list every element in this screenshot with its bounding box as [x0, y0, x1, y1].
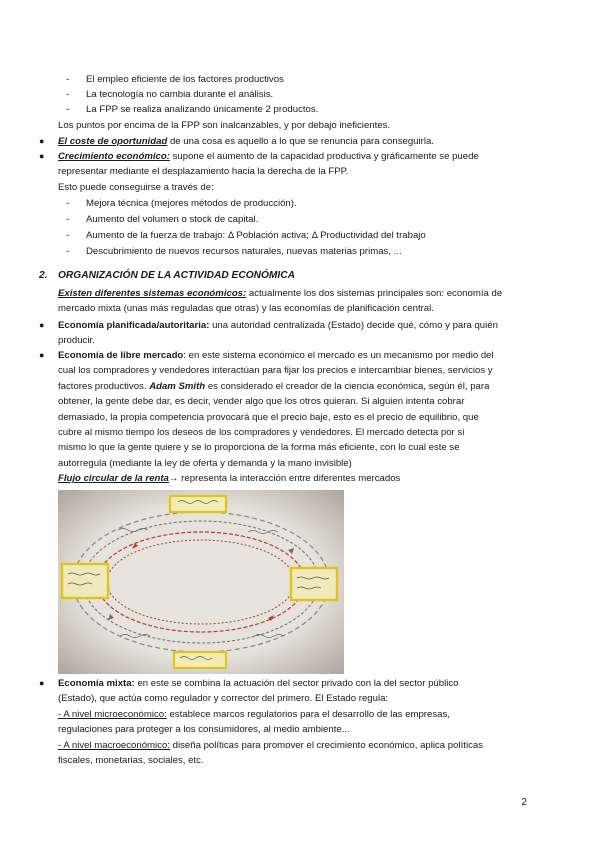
definition: actualmente los dos sistemas principales son: economía de — [246, 288, 503, 299]
term: Existen diferentes sistemas económicos: — [58, 288, 247, 299]
top-market-box — [170, 496, 226, 512]
list-item-text: Aumento del volumen o stock de capital. — [86, 214, 259, 225]
list-item-text: La tecnología no cambia durante el análisis. — [86, 89, 274, 100]
list-item-text: El empleo eficiente de los factores productivos — [86, 74, 284, 85]
definition-line: mismo lo que la gente quiere y se lo proporciona de la forma más eficiente, con lo cual este se — [58, 442, 460, 454]
list-item-text: Descubrimiento de nuevos recursos naturales, nuevas materias primas, ... — [86, 246, 402, 257]
list-item-text: La FPP se realiza analizando únicamente 2 productos. — [86, 104, 319, 115]
section-title: ORGANIZACIÓN DE LA ACTIVIDAD ECONÓMICA — [58, 270, 295, 281]
definition-line: Esto puede conseguirse a través de: — [58, 181, 214, 193]
definition: factores productivos. — [58, 380, 150, 392]
bullet-icon: ● — [39, 136, 45, 146]
dash-marker: - — [66, 89, 70, 100]
bottom-market-box — [174, 652, 226, 668]
definition-line: cual los compradores y vendedores interactúan para fijar los precios e intercambiar bienes, servicios y — [58, 365, 493, 377]
term: Flujo circular de la renta — [58, 473, 169, 485]
circular-flow-photo — [58, 490, 344, 674]
list-item-text: Mejora técnica (mejores métodos de producción). — [86, 198, 297, 209]
definition-line: regulaciones para proteger a los consumidores, al medio ambiente... — [58, 724, 350, 736]
paragraph-sistemas — [58, 286, 528, 317]
definition-line: demasiado, la propia competencia provocará que el precio baje, esto es el precio de equilibrio, que — [58, 411, 479, 423]
definition: en este se combina la actuación del sector privado con la del sector público — [134, 678, 459, 689]
subterm-macro: - A nivel macroeconómico: — [58, 739, 170, 751]
definition: diseña políticas para promover el crecimiento económico, aplica políticas — [169, 739, 483, 751]
fpp-points-text: Los puntos por encima de la FPP son inalcanzables, y por debajo ineficientes. — [58, 120, 391, 131]
bullet-icon: ● — [39, 320, 45, 330]
definition: de una cosa es aquello a lo que se renuncia para conseguirla. — [167, 136, 434, 147]
definition: establece marcos regulatorios para el desarrollo de las empresas, — [166, 708, 450, 720]
right-agent-box — [291, 568, 337, 600]
definition-line: mercado mixta (unas más reguladas que otras) y las economías de planificación central. — [58, 303, 434, 315]
dash-marker: - — [66, 214, 70, 225]
definition-line: fiscales, monetarias, sociales, etc. — [58, 754, 204, 766]
term: El coste de oportunidad — [58, 136, 168, 147]
list-item-text: Aumento de la fuerza de trabajo: Δ Población activa; Δ Productividad del trabajo — [86, 230, 426, 241]
definition: supone el aumento de la capacidad productiva y gráficamente se puede — [169, 151, 479, 162]
definition: una autoridad centralizada (Estado) decide qué, cómo y para quién — [209, 320, 498, 331]
dash-marker: - — [66, 246, 70, 257]
definition-line: cubre al mismo tiempo los deseos de los compradores y vendedores. El mercado detecta por si — [58, 426, 465, 438]
term: Crecimiento económico: — [58, 151, 170, 162]
bullet-icon: ● — [39, 678, 45, 688]
bullet-icon: ● — [39, 350, 45, 360]
definition-line: (Estado), que actúa como regulador y corrector del primero. El Estado regula: — [58, 693, 389, 705]
circular-flow-diagram — [58, 490, 344, 674]
definition-line: obtener, la gente debe dar, es decir, vender algo que los otros quieran. Si alguien intenta cobrar — [58, 396, 465, 408]
dash-marker: - — [66, 230, 70, 241]
section-heading — [39, 268, 295, 283]
bullet-icon: ● — [39, 151, 45, 161]
definition: es considerado el creador de la ciencia económica, según él, para — [205, 380, 490, 392]
dash-marker: - — [66, 74, 70, 85]
definition-line: producir. — [58, 335, 95, 347]
definition: : en este sistema económico el mercado es un mecanismo por medio del — [183, 350, 494, 361]
definition: → representa la interacción entre diferentes mercados — [168, 473, 401, 485]
subterm-micro: - A nivel microeconómico: — [58, 708, 167, 720]
term: Economía mixta: — [58, 678, 135, 689]
paragraph — [58, 118, 528, 133]
term: Economía de libre mercado — [58, 350, 184, 361]
dash-marker: - — [66, 198, 70, 209]
author-name: Adam Smith — [149, 380, 206, 392]
dash-marker: - — [66, 104, 70, 115]
definition-line: representar mediante el desplazamiento hacia la derecha de la FPP. — [58, 166, 349, 178]
term: Economía planificada/autoritaria: — [58, 320, 210, 331]
page-number: 2 — [521, 797, 527, 808]
left-agent-box — [62, 564, 108, 598]
section-number: 2. — [39, 270, 48, 281]
definition-line: autorregula (mediante la ley de oferta y demanda y la mano invisible) — [58, 457, 352, 469]
